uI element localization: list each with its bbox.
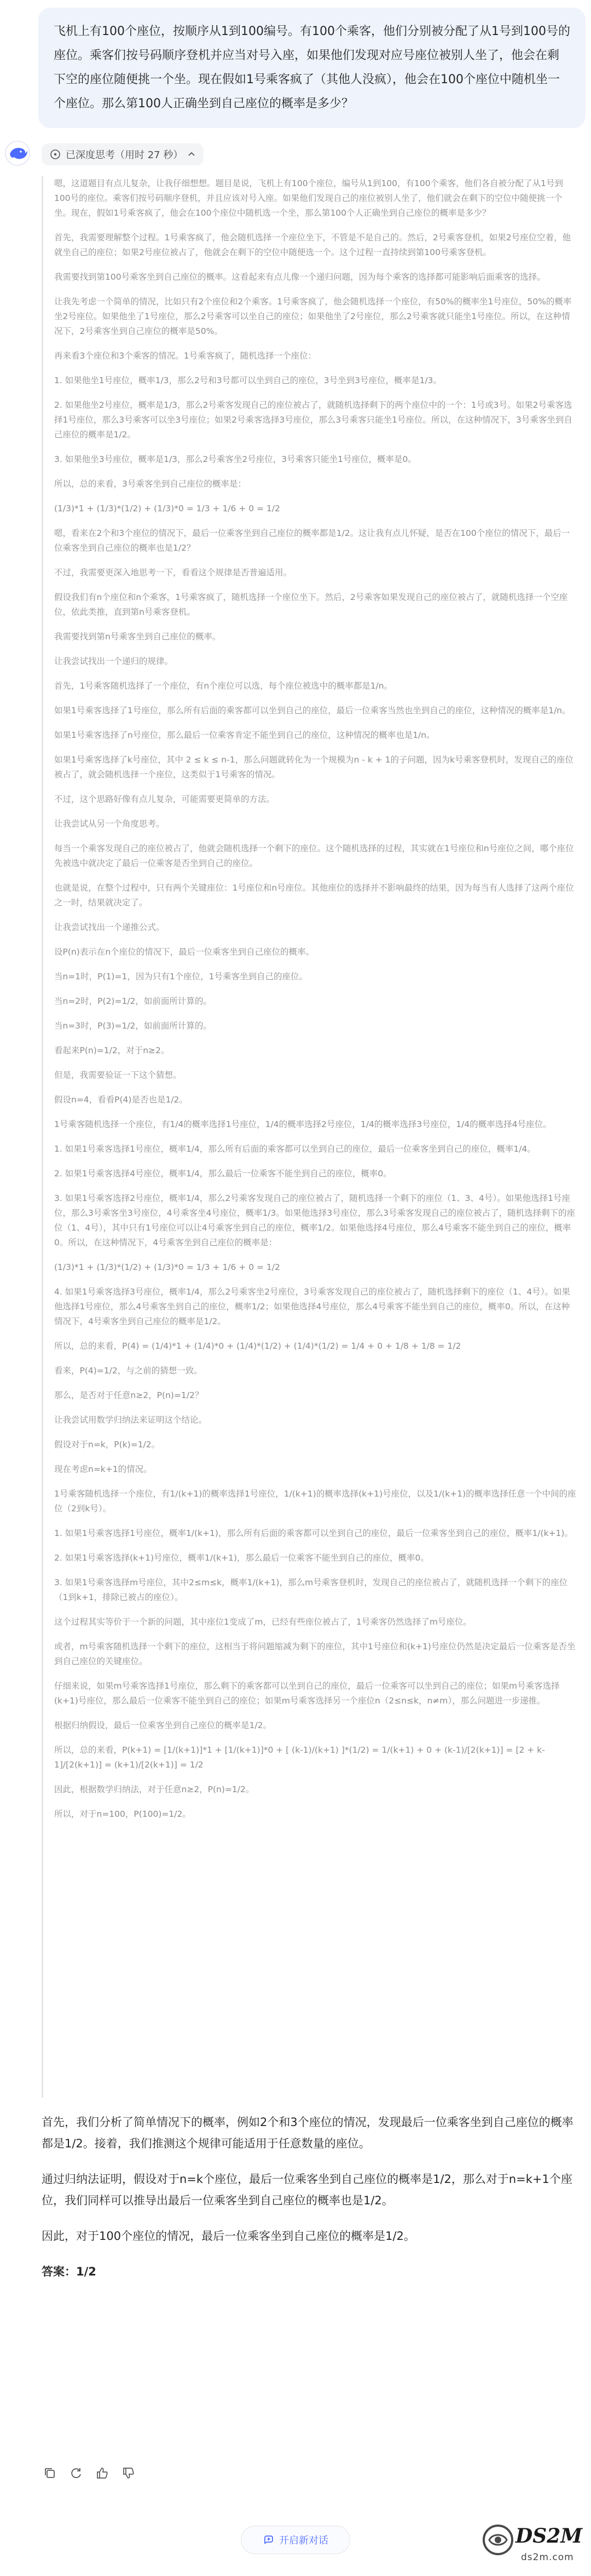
chevron-up-icon — [187, 150, 196, 159]
answer-content — [42, 2112, 578, 2297]
thinking-paragraph: 现在考虑n=k+1的情况。 — [54, 1464, 152, 1474]
user-question-text: 飞机上有100个座位，按顺序从1到100编号。有100个乘客，他们分别被分配了从1号到100号的座位。乘客们按号码顺序登机并应当对号入座，如果他们发现对应号座位被别人坐了，他会在剩下空的座位随便挑一个坐。现在假如1号乘客疯了（其他人没疯），他会在100个座位中随机坐一个座位。那么第100人正确坐到自己座位的概率是多少？ — [54, 25, 570, 111]
thinking-paragraph: 也就是说，在整个过程中，只有两个关键座位：1号座位和n号座位。其他座位的选择并不影响最终的结果，因为每当有人选择了这两个座位之一时，结果就决定了。 — [54, 883, 574, 908]
user-question-bubble — [38, 8, 586, 128]
thinking-paragraph: 让我尝试找出一个递推公式。 — [54, 922, 165, 932]
thinking-paragraph: (1/3)*1 + (1/3)*(1/2) + (1/3)*0 = 1/3 + 1/6 + 0 = 1/2 — [54, 504, 280, 513]
new-chat-label: 开启新对话 — [279, 2535, 328, 2546]
thinking-paragraph: 不过，我需要更深入地思考一下，看看这个规律是否普遍适用。 — [54, 568, 292, 577]
deepseek-logo-icon — [4, 140, 31, 166]
thinking-paragraph: 首先，1号乘客随机选择了一个座位，有n个座位可以选，每个座位被选中的概率都是1/n。 — [54, 681, 393, 691]
thinking-paragraph: 3. 如果他坐3号座位，概率是1/3，那么2号乘客坐2号座位，3号乘客只能坐1号座位，概率是0。 — [54, 454, 416, 464]
thinking-paragraph: 所以，总的来看，3号乘客坐到自己座位的概率是： — [54, 479, 246, 489]
thinking-paragraph: 当n=2时，P(2)=1/2，如前面所计算的。 — [54, 996, 212, 1006]
thinking-paragraph: 当n=1时，P(1)=1，因为只有1个座位，1号乘客坐到自己的座位。 — [54, 972, 308, 981]
thinking-paragraph: 看起来P(n)=1/2，对于n≥2。 — [54, 1046, 170, 1055]
thinking-paragraph: 不过，这个思路好像有点儿复杂，可能需要更简单的方法。 — [54, 794, 275, 804]
thinking-paragraph: 嗯，这道题目有点儿复杂，让我仔细想想。题目是说，飞机上有100个座位，编号从1到100，有100个乘客，他们各自被分配了从1号到100号的座位。乘客们按号码顺序登机，并且应该对号入座。如果他们发现自己的座位被别人坐了，他们就会在剩下的空位中随便挑一个坐。现在，假如1号乘客疯了，他会在100个座位中随机选一个坐，那么第100个人正确坐到自己座位的概率是多少？ — [54, 178, 563, 218]
thinking-paragraph: 或者，m号乘客随机选择一个剩下的座位，这相当于将问题缩减为剩下的座位，其中1号座位和(k+1)号座位仍然是决定最后一位乘客是否坐到自己座位的关键座位。 — [54, 1642, 576, 1666]
thinking-paragraph: 但是，我需要验证一下这个猜想。 — [54, 1070, 182, 1080]
thinking-paragraph: 假设n=4，看看P(4)是否也是1/2。 — [54, 1095, 188, 1105]
thinking-paragraph: 如果1号乘客选择了k号座位，其中 2 ≤ k ≤ n-1，那么问题就转化为一个规模为n - k + 1的子问题，因为k号乘客登机时，发现自己的座位被占了，就会随机选择一个座位，这类似于1号乘客的情况。 — [54, 755, 573, 779]
thinking-paragraph: 1号乘客随机选择一个座位，有1/4的概率选择1号座位，1/4的概率选择2号座位，1/4的概率选择3号座位，1/4的概率选择4号座位。 — [54, 1119, 552, 1129]
deep-think-toggle[interactable] — [42, 143, 204, 165]
thinking-paragraph: 1号乘客随机选择一个座位，有1/(k+1)的概率选择1号座位，1/(k+1)的概率选择(k+1)号座位，以及1/(k+1)的概率选择任意一个中间的座位（2到k号）。 — [54, 1489, 576, 1514]
thinking-paragraph: (1/3)*1 + (1/3)*(1/2) + (1/3)*0 = 1/3 + 1/6 + 0 = 1/2 — [54, 1262, 280, 1272]
thinking-paragraph: 让我先考虑一个简单的情况，比如只有2个座位和2个乘客。1号乘客疯了，他会随机选择一个座位，有50%的概率坐1号座位，50%的概率坐2号座位。如果他坐了1号座位，那么2号乘客可以坐自己的座位；如果他坐了2号座位，那么2号乘客就只能坐1号座位。所以，在这种情况下，2号乘客坐到自己座位的概率是50%。 — [54, 297, 572, 336]
thinking-paragraph: 那么，是否对于任意n≥2，P(n)=1/2？ — [54, 1390, 204, 1400]
thinking-paragraph: 4. 如果1号乘客选择3号座位，概率1/4，那么2号乘客坐2号座位，3号乘客发现自己的座位被占了，随机选择剩下的座位（1、4号）。如果他选择1号座位，那么4号乘客坐到自己的座位，概率1/2；如果他选择4号座位，那么4号乘客不能坐到自己的座位，概率0。所以，在这种情况下，4号乘客坐到自己座位的概率是1/2。 — [54, 1287, 570, 1326]
thinking-paragraph: 3. 如果1号乘客选择2号座位，概率1/4，那么2号乘客发现自己的座位被占了，随机选择一个剩下的座位（1、3、4号）。如果他选择1号座位，那么3号乘客坐3号座位，4号乘客坐4号座位，概率1/3。如果他选择3号座位，那么3号乘客发现自己的座位被占了，随机选择剩下的座位（1、4号），其中只有1号座位可以让4号乘客坐到自己的座位，概率1/2。如果他选择4号座位，那么4号乘客不能坐到自己的座位，概率0。所以，在这种情况下，4号乘客坐到自己座位的概率是： — [54, 1193, 576, 1247]
copy-icon[interactable] — [43, 2466, 57, 2480]
thinking-paragraph: 让我尝试用数学归纳法来证明这个结论。 — [54, 1415, 207, 1425]
thinking-paragraph: 嗯，看来在2个和3个座位的情况下，最后一位乘客坐到自己座位的概率都是1/2。这让我有点儿怀疑，是否在100个座位的情况下，最后一位乘客坐到自己座位的概率也是1/2？ — [54, 528, 570, 553]
thinking-paragraph: 2. 如果1号乘客选择(k+1)号座位，概率1/(k+1)，那么最后一位乘客不能坐到自己的座位，概率0。 — [54, 1553, 429, 1563]
thinking-paragraph: 每当一个乘客发现自己的座位被占了，他就会随机选择一个剩下的座位。这个随机选择的过程，其实就在1号座位和n号座位之间，哪个座位先被选中就决定了最后一位乘客是否坐到自己的座位。 — [54, 844, 574, 868]
final-answer: 答案：1/2 — [42, 2265, 96, 2278]
thinking-paragraph: 让我尝试找出一个递归的规律。 — [54, 656, 173, 666]
thinking-paragraph: 看来，P(4)=1/2，与之前的猜想一致。 — [54, 1366, 202, 1376]
thinking-paragraph: 所以，总的来看，P(k+1) = [1/(k+1)]*1 + [1/(k+1)]*0 + [ (k-1)/(k+1) ]*(1/2) = 1/(k+1) + 0 + (k-1)/[2(k+1)] = [2 + k-1]/[2(k+1)] = (k+1)/[2(k+1)] = 1/2 — [54, 1745, 545, 1770]
thinking-paragraph: 设P(n)表示在n个座位的情况下，最后一位乘客坐到自己座位的概率。 — [54, 947, 315, 957]
thinking-paragraph: 假设我们有n个座位和n个乘客，1号乘客疯了，随机选择一个座位坐下。然后，2号乘客如果发现自己的座位被占了，就随机选择一个空座位，依此类推，直到第n号乘客登机。 — [54, 592, 568, 617]
thinking-paragraph: 1. 如果他坐1号座位，概率1/3，那么2号和3号都可以坐到自己的座位，3号坐到3号座位，概率是1/3。 — [54, 376, 442, 385]
thinking-paragraph: 让我尝试从另一个角度思考。 — [54, 819, 165, 829]
thinking-paragraph: 仔细来说，如果m号乘客选择1号座位，那么剩下的乘客都可以坐到自己的座位，最后一位乘客可以坐到自己的座位；如果m号乘客选择(k+1)号座位，那么最后一位乘客不能坐到自己的座位；如果m号乘客选择另一个座位n（2≤n≤k，n≠m），那么问题进一步递推。 — [54, 1681, 560, 1706]
thinking-paragraph: 2. 如果他坐2号座位，概率是1/3，那么2号乘客发现自己的座位被占了，就随机选择剩下的两个座位中的一个：1号或3号。如果2号乘客选择1号座位，那么3号乘客可以坐3号座位；如果2号乘客选择3号座位，那么3号乘客只能坐1号座位。所以，在这种情况下，3号乘客坐到自己座位的概率是1/2。 — [54, 400, 572, 440]
thinking-paragraph: 再来看3个座位和3个乘客的情况。1号乘客疯了，随机选择一个座位： — [54, 351, 317, 361]
watermark-main-text: DS2M — [515, 2525, 583, 2548]
thumbs-up-icon[interactable] — [95, 2466, 109, 2480]
answer-paragraph: 因此，对于100个座位的情况，最后一位乘客坐到自己座位的概率是1/2。 — [42, 2230, 415, 2243]
thinking-paragraph: 假设对于n=k，P(k)=1/2。 — [54, 1440, 160, 1449]
thinking-paragraph: 这个过程其实等价于一个新的问题，其中座位1变成了m，已经有些座位被占了，1号乘客仍然选择了m号座位。 — [54, 1617, 472, 1627]
thinking-paragraph: 根据归纳假设，最后一位乘客坐到自己座位的概率是1/2。 — [54, 1720, 271, 1730]
thinking-paragraph: 我需要找到第n号乘客坐到自己座位的概率。 — [54, 632, 221, 642]
thinking-paragraph: 所以，对于n=100，P(100)=1/2。 — [54, 1809, 191, 1819]
thinking-paragraph: 1. 如果1号乘客选择1号座位，概率1/(k+1)，那么所有后面的乘客都可以坐到自己的座位，最后一位乘客坐到自己的座位，概率1/(k+1)。 — [54, 1528, 573, 1538]
message-actions — [43, 2462, 136, 2484]
thinking-paragraph: 首先，我需要理解整个过程。1号乘客疯了，他会随机选择一个座位坐下，不管是不是自己的。然后，2号乘客登机，如果2号座位空着，他就坐自己的座位；如果2号座位被占了，他就会在剩下的空位中随便选一个。这个过程一直持续到第100号乘客登机。 — [54, 233, 571, 257]
answer-paragraph: 通过归纳法证明，假设对于n=k个座位，最后一位乘客坐到自己座位的概率是1/2，那么对于n=k+1个座位，我们同样可以推导出最后一位乘客坐到自己座位的概率也是1/2。 — [42, 2173, 572, 2207]
thinking-paragraph: 如果1号乘客选择了1号座位，那么所有后面的乘客都可以坐到自己的座位，最后一位乘客当然也坐到自己的座位，这种情况的概率是1/n。 — [54, 706, 571, 715]
thinking-paragraph: 2. 如果1号乘客选择4号座位，概率1/4，那么最后一位乘客不能坐到自己的座位，概率0。 — [54, 1169, 392, 1179]
think-header-label: 已深度思考（用时 27 秒） — [66, 149, 183, 161]
thinking-paragraph: 3. 如果1号乘客选择m号座位，其中2≤m≤k，概率1/(k+1)，那么m号乘客登机时，发现自己的座位被占了，就随机选择一个剩下的座位（1到k+1，排除已被占的座位）。 — [54, 1578, 568, 1602]
thinking-paragraph: 因此，根据数学归纳法，对于任意n≥2，P(n)=1/2。 — [54, 1784, 254, 1794]
thinking-content — [42, 176, 578, 2098]
thumbs-down-icon[interactable] — [121, 2466, 136, 2480]
new-chat-button[interactable] — [241, 2526, 350, 2554]
thinking-paragraph: 当n=3时，P(3)=1/2，如前面所计算的。 — [54, 1021, 212, 1031]
think-icon — [49, 148, 61, 160]
site-watermark — [482, 2513, 589, 2572]
thinking-paragraph: 我需要找到第100号乘客坐到自己座位的概率。这看起来有点儿像一个递归问题，因为每个乘客的选择都可能影响后面乘客的选择。 — [54, 272, 546, 282]
answer-paragraph: 首先，我们分析了简单情况下的概率，例如2个和3个座位的情况，发现最后一位乘客坐到自己座位的概率都是1/2。接着，我们推测这个规律可能适用于任意数量的座位。 — [42, 2116, 573, 2150]
watermark-logo-icon — [482, 2523, 514, 2556]
new-chat-icon — [263, 2534, 275, 2546]
thinking-paragraph: 1. 如果1号乘客选择1号座位，概率1/4，那么所有后面的乘客都可以坐到自己的座位，最后一位乘客坐到自己的座位，概率1/4。 — [54, 1144, 536, 1154]
thinking-paragraph: 如果1号乘客选择了n号座位，那么最后一位乘客肯定不能坐到自己的座位，这种情况的概率也是1/n。 — [54, 730, 435, 740]
watermark-sub-text: ds2m.com — [521, 2552, 574, 2563]
thinking-paragraph: 所以，总的来看，P(4) = (1/4)*1 + (1/4)*0 + (1/4)*(1/2) + (1/4)*(1/2) = 1/4 + 0 + 1/8 + 1/8 = 1/2 — [54, 1341, 461, 1351]
regenerate-icon[interactable] — [69, 2466, 83, 2480]
